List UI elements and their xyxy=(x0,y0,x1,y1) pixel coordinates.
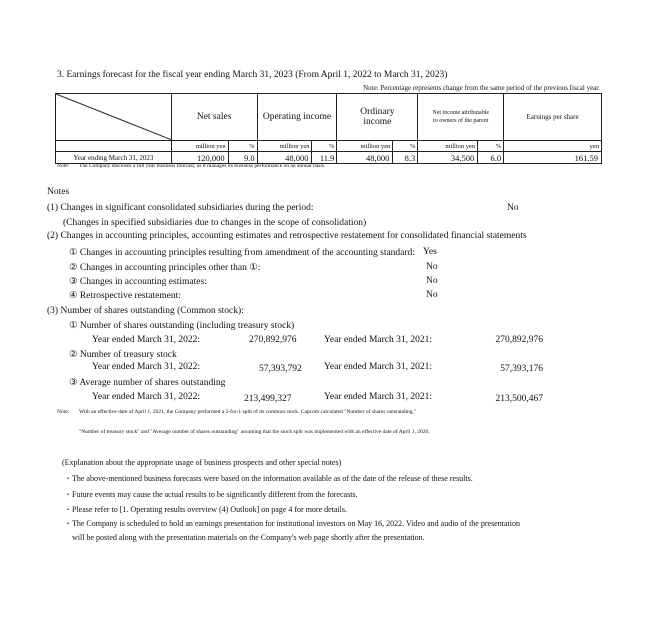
note-1-value: No xyxy=(507,203,519,213)
header-ordinary-income-line2: income xyxy=(363,117,392,127)
average-shares-2021-label: Year ended March 31, 2021: xyxy=(324,392,432,402)
note-2-item-1-value: Yes xyxy=(423,247,437,257)
header-net-income-line1: Net income attributable xyxy=(432,110,490,116)
value-ordinary-income-pct: 8.3 xyxy=(393,152,418,164)
header-net-income xyxy=(418,94,504,141)
header-ordinary-income xyxy=(337,94,418,141)
note-2-item-4: ④ Retrospective restatement: xyxy=(69,291,181,301)
treasury-stock-2022-value: 57,393,792 xyxy=(259,364,302,374)
split-note-line-1: With an effective date of April 1, 2021, the Company performed a 2-for-1 split of its common stock. Capcom calculated "Number of shares outstanding," xyxy=(79,409,417,415)
explanation-bullet-3: ・Please refer to [1. Operating results overview (4) Outlook] on page 4 for more details. xyxy=(64,505,348,514)
note-2-item-3: ③ Changes in accounting estimates: xyxy=(69,277,207,287)
header-net-income-line2: to owners of the parent xyxy=(433,118,489,124)
unit-ordinary-income-pct: % xyxy=(393,141,418,152)
note-2-item-4-value: No xyxy=(426,290,438,300)
treasury-stock-2021-value: 57,393,176 xyxy=(500,364,543,374)
split-note-line-2: "Number of treasury stock" and "Average number of shares outstanding" assuming that the stock split was implemented with an effective date of April 1, 2020. xyxy=(79,429,430,435)
note-1: (1) Changes in significant consolidated subsidiaries during the period: xyxy=(47,203,314,213)
explanation-continuation: will be posted along with the presentation materials on the Company's web page shortly after the presentation. xyxy=(72,533,425,542)
earnings-forecast-table xyxy=(55,93,602,164)
diagonal-line xyxy=(56,94,172,140)
value-eps: 161.59 xyxy=(504,152,602,164)
note-2-item-3-value: No xyxy=(426,276,438,286)
unit-eps: yen xyxy=(504,141,602,152)
unit-operating-income-pct: % xyxy=(312,141,337,152)
section-title: 3. Earnings forecast for the fiscal year ending March 31, 2023 (From April 1, 2022 to March 31, 2023) xyxy=(57,70,448,80)
note-3: (3) Number of shares outstanding (Common stock): xyxy=(47,306,244,316)
value-net-income: 34,500 xyxy=(418,152,478,164)
value-net-sales-pct: 9.0 xyxy=(228,152,257,164)
treasury-stock-2022-label: Year ended March 31, 2022: xyxy=(92,362,200,372)
unit-operating-income: million yen xyxy=(257,141,312,152)
diagonal-header-cell xyxy=(56,94,172,141)
shares-outstanding-label: ① Number of shares outstanding (including treasury stock) xyxy=(69,321,295,331)
shares-outstanding-2022-value: 270,892,976 xyxy=(249,335,297,345)
shares-outstanding-2021-label: Year ended March 31, 2021: xyxy=(324,335,432,345)
notes-heading: Notes xyxy=(47,187,70,197)
header-operating-income: Operating income xyxy=(257,94,337,141)
explanation-bullet-4: ・The Company is scheduled to hold an earnings presentation for institutional investors on May 16, 2022. Video and audio of the presentation xyxy=(64,519,520,528)
average-shares-2022-value: 213,499,327 xyxy=(244,394,292,404)
unit-ordinary-income: million yen xyxy=(337,141,393,152)
unit-net-sales-pct: % xyxy=(228,141,257,152)
treasury-stock-2021-label: Year ended March 31, 2021: xyxy=(324,362,432,372)
header-net-sales: Net sales xyxy=(171,94,257,141)
header-eps: Earnings per share xyxy=(504,94,602,141)
explanation-bullet-2: ・Future events may cause the actual results to be significantly different from the forecasts. xyxy=(64,490,358,499)
explanation-bullet-1: ・The above-mentioned business forecasts were based on the information available as of the date of the release of these results. xyxy=(64,474,473,483)
shares-outstanding-2021-value: 270,892,976 xyxy=(495,335,543,345)
treasury-stock-label: ② Number of treasury stock xyxy=(69,350,177,360)
note-2-item-2-value: No xyxy=(426,262,438,272)
explanation-heading: (Explanation about the appropriate usage of business prospects and other special notes) xyxy=(62,458,342,467)
forecast-note-label: Note: xyxy=(57,163,70,169)
header-ordinary-income-line1: Ordinary xyxy=(360,107,395,117)
note-1-sub: (Changes in specified subsidiaries due to changes in the scope of consolidation) xyxy=(63,218,367,228)
value-operating-income: 48,000 xyxy=(257,152,312,164)
table-note: Note: Percentage represents change from the same period of the previous fiscal year. xyxy=(363,84,600,92)
value-net-income-pct: 6.0 xyxy=(478,152,504,164)
unit-net-sales: million yen xyxy=(171,141,228,152)
split-note-label: Note: xyxy=(57,409,70,415)
value-ordinary-income: 48,000 xyxy=(337,152,393,164)
unit-net-income: million yen xyxy=(418,141,478,152)
average-shares-2021-value: 213,500,467 xyxy=(495,394,543,404)
value-net-sales: 120,000 xyxy=(171,152,228,164)
note-2: (2) Changes in accounting principles, accounting estimates and retrospective restatement for consolidated financial statements xyxy=(47,231,527,241)
forecast-note: The Company discloses a full year business forecast, as it manages its business performance on an annual basis. xyxy=(79,163,326,169)
note-2-item-1: ① Changes in accounting principles resulting from amendment of the accounting standard: xyxy=(69,248,415,258)
units-blank-cell xyxy=(56,141,172,152)
average-shares-label: ③ Average number of shares outstanding xyxy=(69,378,226,388)
unit-net-income-pct: % xyxy=(478,141,504,152)
row-label: Year ending March 31, 2023 xyxy=(56,152,172,164)
value-operating-income-pct: 11.9 xyxy=(312,152,337,164)
shares-outstanding-2022-label: Year ended March 31, 2022: xyxy=(92,335,200,345)
average-shares-2022-label: Year ended March 31, 2022: xyxy=(92,392,200,402)
note-2-item-2: ② Changes in accounting principles other than ①: xyxy=(69,263,261,273)
